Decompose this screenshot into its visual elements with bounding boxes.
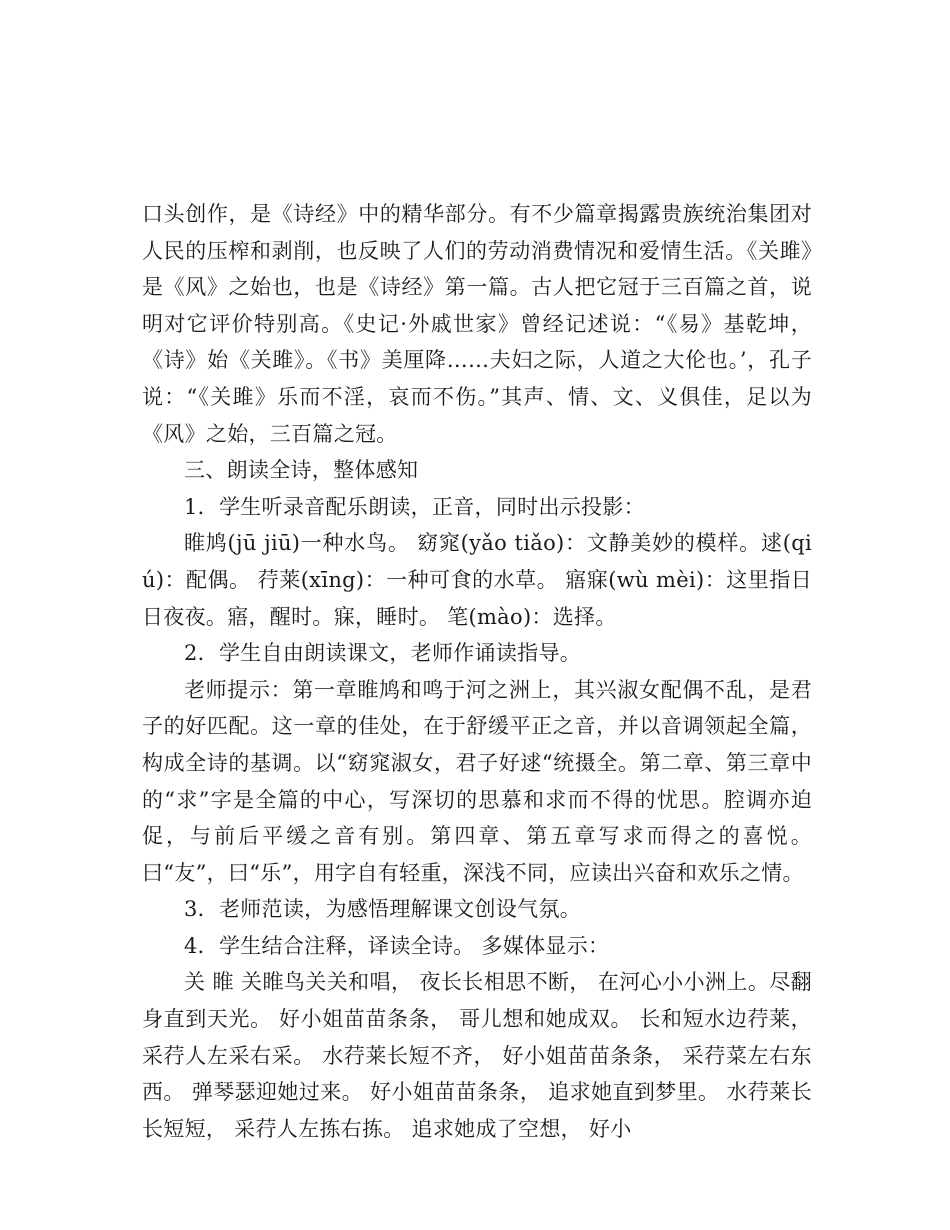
paragraph-intro: 口头创作，是《诗经》中的精华部分。有不少篇章揭露贵族统治集团对人民的压榨和剥削，也反映了人们的劳动消费情况和爱情生活。《关雎》是《风》之始也，也是《诗经》第一篇。古人把它冠于三百篇之首，说明对它评价特别高。《史记·外戚世家》曾经记述说：“《易》基乾坤，《诗》始《关雎》。《书》美厘降……夫妇之际，人道之大伦也。’，孔子说：“《关雎》乐而不淫，哀而不伤。”其声、情、文、义俱佳，足以为《风》之始，三百篇之冠。 <box>142 202 812 446</box>
section-heading-reading: 三、朗读全诗，整体感知 <box>184 458 419 483</box>
step-1-listen: 1．学生听录音配乐朗读，正音，同时出示投影： <box>184 494 645 519</box>
step-3-model-reading: 3．老师范读，为感悟理解课文创设气氛。 <box>184 897 582 922</box>
teacher-hint: 老师提示：第一章睢鸠和鸣于河之洲上，其兴淑女配偶不乱，是君子的好匹配。这一章的佳处，在于舒缓平正之音，并以音调领起全篇，构成全诗的基调。以“窈窕淑女，君子好逑“统摄全。第二章、第三章中的“求”字是全篇的中心，写深切的思慕和求而不得的忧思。腔调亦迫促，与前后平缓之音有别。第四章、第五章写求而得之的喜悦。曰“友”，曰“乐”，用字自有轻重，深浅不同，应读出兴奋和欢乐之情。 <box>142 677 812 885</box>
pronunciation-notes: 睢鸠(jū jiū)一种水鸟。 窈窕(yǎo tiǎo)：文静美妙的模样。逑(qiú)：配偶。 荇莱(xīng)：一种可食的水草。 寤寐(wù mèi)：这里指日日夜夜。寤，醒时。寐，睡时。 笔(mào)：选择。 <box>142 531 812 629</box>
poem-translation: 关 睢 关睢鸟关关和唱， 夜长长相思不断， 在河心小小洲上。尽翻身直到天光。 好小姐苗苗条条， 哥儿想和她成双。 长和短水边荇莱， 采荇人左采右采。 水荇莱长短不齐， 好小姐苗苗条条， 采荇菜左右东西。 弹琴瑟迎她过来。 好小姐苗苗条条， 追求她直到梦里。 水荇莱长长短短， 采荇人左拣右拣。 追求她成了空想， 好小 <box>142 970 812 1141</box>
document-body <box>142 196 812 1147</box>
step-2-free-reading: 2．学生自由朗读课文，老师作诵读指导。 <box>184 641 582 666</box>
step-4-translate: 4．学生结合注释，译读全诗。 多媒体显示： <box>184 933 610 958</box>
